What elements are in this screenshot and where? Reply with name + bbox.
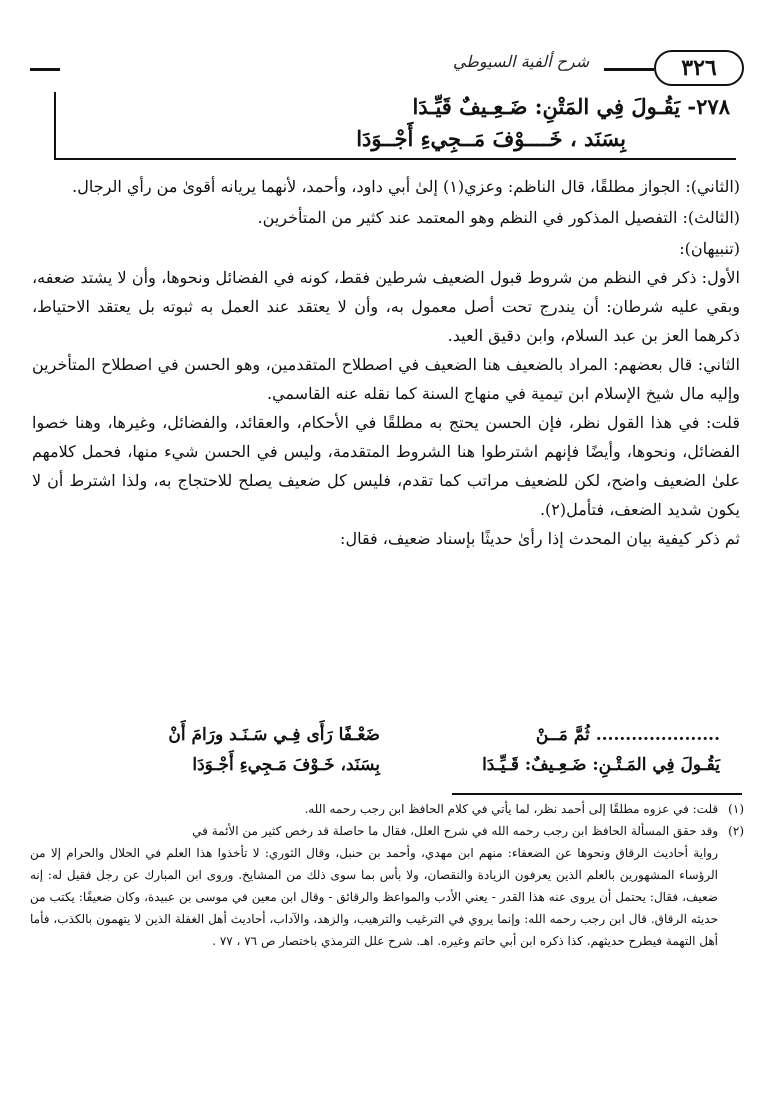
paragraph: ثم ذكر كيفية بيان المحدث إذا رأىٰ حديثًا بإسناد ضعيف، فقال: (340, 529, 740, 548)
footnote-continuation: رواية أحاديث الرقاق ونحوها عن الضعفاء: منهم ابن مهدي، وأحمد بن حنبل، وقال الثوري: لا تأخذوا هذا العلم في الحلال والحرام إلا من الرؤساء المشهورين بالعلم الذين يعرفون الزيادة والنقصان، ولا بأس بما سوى ذلك من المشايخ. وروى ابن المبارك عن رجل فقيل له: إنه ضعيف، فقال: يحتمل أن يروى عنه هذا القدر - يعني الأدب والمواعظ والرقائق - وقال ابن معين في موسى بن عبيدة، وكان ضعيفًا: يكتب من حديثه الرقاق. قال ابن رجب رحمه الله: وإنما يروي في الترغيب والترهيب، والزهد، والآداب، أحاديث أهل الغفلة الذين لا يتهمون بالكذب، فأما أهل التهمة فيطرح حديثهم. كذا ذكره ابن أبي حاتم وغيره. اهـ. شرح علل الترمذي باختصار ص ٧٦ ، ٧٧ . (30, 846, 718, 948)
paragraph: (الثالث): التفصيل المذكور في النظم وهو المعتمد عند كثير من المتأخرين. (257, 208, 740, 227)
poem-row (60, 725, 720, 755)
footnote (30, 798, 744, 820)
header-rule (604, 68, 654, 71)
poem-row (60, 755, 720, 785)
hemistich: يَقُـولَ فِي المَـتْـنِ: ضَـعِـيفٌ: قَـيِّـدَا (482, 755, 720, 775)
paragraph: (الثاني): الجواز مطلقًا، قال الناظم: وعزي(١) إلىٰ أبي داود، وأحمد، لأنهما يريانه أقوىٰ من رأي الرجال. (72, 177, 740, 196)
footnote-number: (٢) (728, 824, 744, 838)
paragraph: (تنبيهان): (679, 239, 740, 258)
running-title: شرح ألفية السيوطي (452, 52, 590, 71)
verse-line: بِسَنَد ، خَــــوْفَ مَــجِيءِ أَجْــوَدَا (356, 126, 626, 151)
main-text (32, 172, 740, 553)
paragraph: الأول: ذكر في النظم من شروط قبول الضعيف شرطين فقط، كونه في الفضائل ونحوها، وأن لا يشتد ضعفه، وبقي عليه شرطان: أن يندرج تحت أصل معمول به، وأن لا يعتقد عند العمل به ثبوته بل يعتقد الاحتياط، ذكرهما العز بن عبد السلام، وابن دقيق العيد. (32, 268, 740, 345)
footnote-number: (١) (728, 802, 744, 816)
hemistich: ..................... ثُمَّ مَــنْ (535, 725, 720, 745)
page-header (30, 44, 744, 94)
footnote-text: قلت: في عزوه مطلقًا إلى أحمد نظر، لما يأتي في كلام الحافظ ابن رجب رحمه الله. (304, 802, 719, 816)
hemistich: ضَعْـفًا رَأَى فِـي سَـنَـد ورَامَ أَنْ (168, 725, 380, 745)
header-rule (30, 68, 60, 71)
verse-box (54, 92, 736, 160)
footnote-separator (452, 793, 742, 795)
paragraph: قلت: في هذا القول نظر، فإن الحسن يحتج به مطلقًا في الأحكام، والعقائد، والفضائل، وغيرها، وهنا خصوا الفضائل، ونحوها، وأيضًا فإنهم اشترطوا هنا الشروط المتقدمة، وليس في الحسن شيء منها، فحمل كلامهم علىٰ الضعيف واضح، لكن للضعيف مراتب كما تقدم، فليس كل ضعيف يصلح للاحتجاج به، ولذا اشترط أن لا يكون شديد الضعف، فتأمل(٢). (32, 413, 741, 519)
footnote-text: وقد حقق المسألة الحافظ ابن رجب رحمه الله في شرح العلل، فقال ما حاصلة قد رخص كثير من الأئمة في (192, 824, 719, 838)
page-number: ٣٢٦ (654, 50, 744, 86)
footnotes (30, 798, 744, 952)
hemistich: بِسَنَد، خَـوْفَ مَـجِيءِ أَجْـوَدَا (192, 755, 380, 775)
verse-line: ٢٧٨- يَقُـولَ فِي المَتْنِ: ضَـعِـيفٌ قَيِّـدَا (412, 94, 730, 119)
paragraph: الثاني: قال بعضهم: المراد بالضعيف هنا الضعيف في اصطلاح المتقدمين، وهو الحسن في اصطلاح المتأخرين وإليه مال شيخ الإسلام ابن تيمية في منهاج السنة كما نقله عنه القاسمي. (32, 355, 740, 403)
poem-block (60, 725, 720, 787)
footnote (30, 820, 744, 842)
